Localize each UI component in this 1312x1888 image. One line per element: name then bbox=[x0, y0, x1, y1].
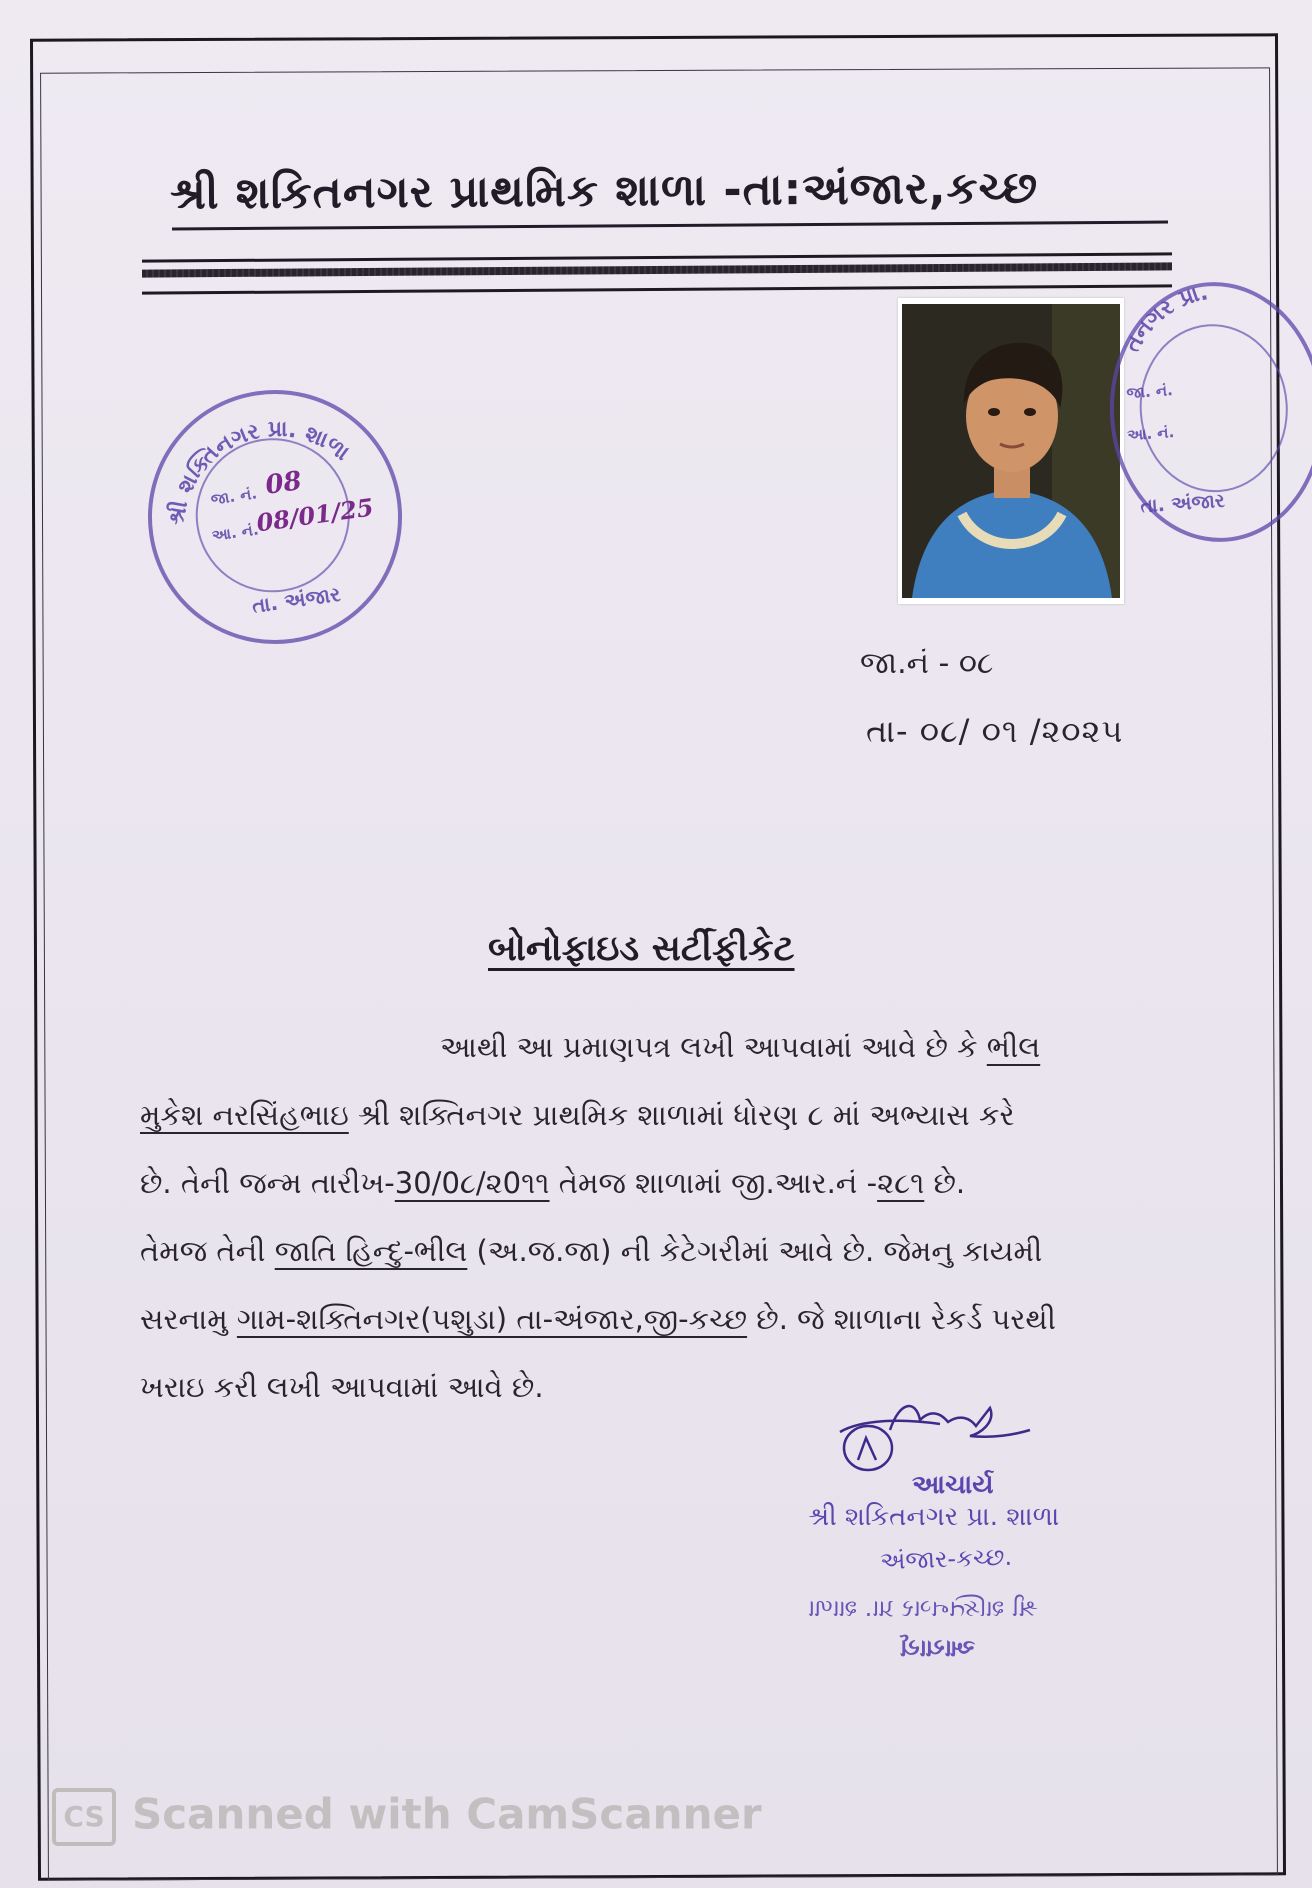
body-line-4-a: તેમજ તેની bbox=[140, 1234, 275, 1268]
seal-left-line2-label: આ. નં. bbox=[210, 520, 260, 545]
body-line-2 bbox=[140, 1098, 1014, 1133]
body-line-3-c: છે. bbox=[924, 1166, 966, 1200]
seal-right-arc-label: તનગર પ્રા. bbox=[1120, 280, 1211, 357]
certificate-heading: બોનોફાઇડ સર્ટીફીકેટ bbox=[488, 928, 795, 969]
reference-date: તા- ૦૮/ ૦૧ /૨૦૨૫ bbox=[866, 712, 1124, 750]
body-line-5-b: છે. જે શાળાના રેકર્ડ પરથી bbox=[747, 1302, 1056, 1336]
principal-school: શ્રી શકિતનગર પ્રા. શાળા bbox=[808, 1502, 1060, 1532]
gr-number: ૨૮૧ bbox=[877, 1166, 925, 1200]
mirrored-stamp-line-2: આચાર્ય bbox=[900, 1634, 976, 1662]
seal-right-bottom: તા. અંજાર bbox=[1139, 489, 1226, 518]
student-photo bbox=[898, 298, 1124, 604]
seal-left-arc-label: શ્રી શક્તિનગર પ્રા. શાળા bbox=[164, 417, 354, 528]
body-line-1 bbox=[440, 1030, 1040, 1065]
camscanner-watermark bbox=[52, 1788, 762, 1846]
seal-right-line2-label: આ. નં. bbox=[1126, 423, 1175, 445]
body-line-3 bbox=[140, 1166, 965, 1201]
camscanner-text: Scanned with CamScanner bbox=[132, 1789, 762, 1839]
body-line-2-text: શ્રી શક્તિનગર પ્રાથમિક શાળામાં ધોરણ ૮ માં અભ્યાસ કરે bbox=[348, 1098, 1015, 1132]
body-line-1-text: આથી આ પ્રમાણપત્ર લખી આપવામાં આવે છે કે bbox=[440, 1030, 987, 1064]
student-portrait-image bbox=[902, 304, 1120, 598]
body-line-3-b: તેમજ શાળામાં જી.આર.નં - bbox=[549, 1166, 878, 1200]
signature-mark bbox=[820, 1390, 1040, 1480]
body-line-4-b: (અ.જ.જા) ની કેટેગરીમાં આવે છે. જેમનુ કાયમી bbox=[467, 1234, 1043, 1268]
svg-text:તનગર પ્રા. bbox=[1116, 280, 1213, 358]
seal-right-line1-label: જા. નં. bbox=[1125, 381, 1174, 403]
school-seal-right bbox=[1101, 275, 1312, 549]
body-line-5 bbox=[140, 1302, 1056, 1337]
seal-left-line1-value: 08 bbox=[263, 466, 304, 501]
school-seal-left bbox=[132, 374, 419, 661]
date-of-birth: 30/0૮/૨0૧૧ bbox=[394, 1166, 550, 1200]
seal-left-line1-label: જા. નં. bbox=[209, 484, 259, 509]
body-line-6: ખરાઇ કરી લખી આપવામાં આવે છે. bbox=[140, 1370, 544, 1404]
student-surname: ભીલ bbox=[986, 1030, 1041, 1064]
reference-number: જા.નં - ૦૮ bbox=[860, 646, 994, 681]
caste: જાતિ હિન્દુ-ભીલ bbox=[274, 1234, 468, 1268]
mirrored-stamp-line-1: શ્રી શક્તિનગર પ્રા. શાળા bbox=[808, 1594, 1039, 1622]
principal-title: આચાર્ય bbox=[912, 1470, 994, 1500]
seal-left-line2-value: 08/01/25 bbox=[254, 492, 376, 538]
student-name: મુકેશ નરસિંહભાઇ bbox=[140, 1098, 349, 1132]
principal-place: અંજાર-કચ્છ. bbox=[879, 1542, 1013, 1576]
seal-left-bottom: તા. અંજાર bbox=[250, 581, 342, 618]
school-title: શ્રી શકિતનગર પ્રાથમિક શાળા -તા:અંજાર,કચ્છ bbox=[169, 162, 1039, 220]
permanent-address: ગામ-શક્તિનગર(પશુડા) તા-અંજાર,જી-કચ્છ bbox=[236, 1302, 748, 1336]
camscanner-logo-icon: CS bbox=[52, 1788, 116, 1846]
body-line-4 bbox=[140, 1234, 1042, 1269]
body-line-5-a: સરનામુ bbox=[140, 1302, 237, 1336]
body-line-3-a: છે. તેની જન્મ તારીખ- bbox=[140, 1166, 395, 1200]
principal-signature-block bbox=[800, 1390, 1130, 1670]
